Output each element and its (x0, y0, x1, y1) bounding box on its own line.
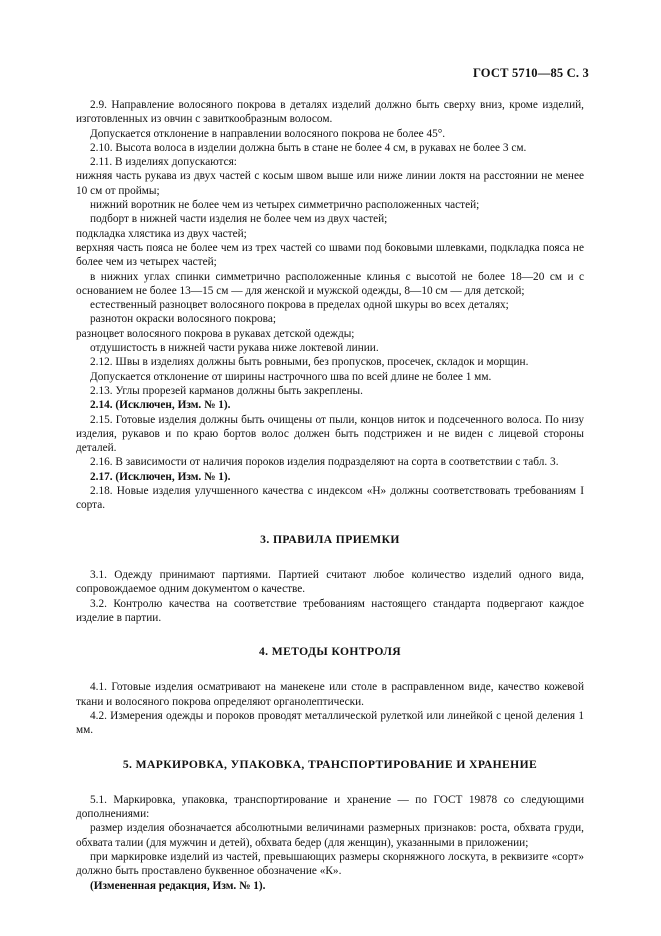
paragraph-2-10: 2.10. Высота волоса в изделии должна быть в стане не более 4 см, в рукавах не более 3 см. (90, 141, 527, 154)
section-4-methods (76, 680, 584, 737)
list-item: верхняя часть пояса не более чем из трех частей со швами под боковыми шлевками, подкладка пояса не более чем из четырех частей; (76, 241, 584, 269)
list-item: подборт в нижней части изделия не более чем из двух частей; (90, 213, 388, 226)
list-item: нижний воротник не более чем из четырех симметрично расположенных частей; (90, 199, 480, 212)
paragraph-2-13: 2.13. Углы прорезей карманов должны быть закреплены. (90, 384, 363, 397)
section-3-acceptance (76, 568, 584, 625)
document-body (76, 98, 584, 893)
paragraph-2-18: 2.18. Новые изделия улучшенного качества с индексом «Н» должны соответствовать требованиям I сорта. (76, 485, 584, 512)
list-item: разноцвет волосяного покрова в рукавах детской одежды; (76, 327, 355, 340)
list-item: при маркировке изделий из частей, превышающих размеры скорняжного лоскута, в реквизите «сорт» должно быть проставлено буквенное обозначение «К». (76, 851, 584, 878)
paragraph-2-14: 2.14. (Исключен, Изм. № 1). (90, 399, 231, 412)
list-item: разнотон окраски волосяного покрова; (90, 313, 277, 326)
list-item: в нижних углах спинки симметрично расположенные клинья с высотой не более 18—20 см и с основанием не более 13—15 см — для женской и мужской одежды, 8—10 см — для детской; (76, 270, 584, 297)
list-item: отдушистость в нижней части рукава ниже локтевой линии. (90, 342, 379, 355)
paragraph-2-16: 2.16. В зависимости от наличия пороков изделия подразделяют на сорта в соответствии с табл. 3. (90, 456, 559, 469)
paragraph-4-2: 4.2. Измерения одежды и пороков проводят металлической рулеткой или линейкой с ценой деления 1 мм. (76, 709, 584, 737)
paragraph-3-1: 3.1. Одежду принимают партиями. Партией считают любое количество изделий одного вида, сопровождаемое одним документом о качестве. (76, 568, 584, 596)
paragraph-5-1: 5.1. Маркировка, упаковка, транспортирование и хранение — по ГОСТ 19878 со следующими дополнениями: (76, 793, 584, 821)
paragraph-2-17: 2.17. (Исключен, Изм. № 1). (90, 470, 231, 483)
paragraph-3-2: 3.2. Контролю качества на соответствие требованиям настоящего стандарта подвергают каждое изделие в партии. (76, 597, 584, 624)
list-item: размер изделия обозначается абсолютными величинами размерных признаков: роста, обхвата груди, обхвата талии (для мужчин и детей), обхвата бедер (для женщин), указанными в приложении; (76, 822, 584, 849)
list-item: естественный разноцвет волосяного покрова в пределах одной шкуры во всех деталях; (90, 299, 509, 312)
section-5-marking (76, 793, 584, 893)
paragraph: Допускается отклонение от ширины настрочного шва по всей длине не более 1 мм. (90, 370, 492, 383)
paragraph-2-11: 2.11. В изделиях допускаются: (90, 156, 237, 169)
section-5-title: 5. МАРКИРОВКА, УПАКОВКА, ТРАНСПОРТИРОВАНИЕ И ХРАНЕНИЕ (122, 757, 538, 771)
section-2-requirements (76, 98, 584, 513)
paragraph-2-15: 2.15. Готовые изделия должны быть очищены от пыли, концов ниток и подсеченного волоса. По низу изделия, рукавов и по краю бортов волос должен быть подстрижен и не виден с лицевой стороны деталей. (76, 413, 584, 455)
section-4-title: 4. МЕТОДЫ КОНТРОЛЯ (258, 645, 402, 659)
paragraph-4-1: 4.1. Готовые изделия осматривают на манекене или столе в расправленном виде, качество кожевой ткани и волосяного покрова определяют органолептически. (76, 681, 584, 708)
list-item: подкладка хлястика из двух частей; (76, 227, 247, 240)
amendment-note: (Измененная редакция, Изм. № 1). (90, 879, 266, 892)
paragraph: Допускается отклонение в направлении волосяного покрова не более 45°. (90, 127, 446, 140)
paragraph-2-12: 2.12. Швы в изделиях должны быть ровными, без пропусков, просечек, складок и морщин. (90, 356, 529, 369)
paragraph-2-9: 2.9. Направление волосяного покрова в деталях изделий должно быть сверху вниз, кроме изделий, изготовленных из овчин с завиткообразным волосом. (76, 99, 584, 126)
section-3-title: 3. ПРАВИЛА ПРИЕМКИ (260, 532, 400, 546)
page-header: ГОСТ 5710—85 С. 3 (472, 66, 589, 80)
list-item: нижняя часть рукава из двух частей с косым швом выше или ниже линии локтя на расстоянии не менее 10 см от проймы; (76, 170, 584, 197)
